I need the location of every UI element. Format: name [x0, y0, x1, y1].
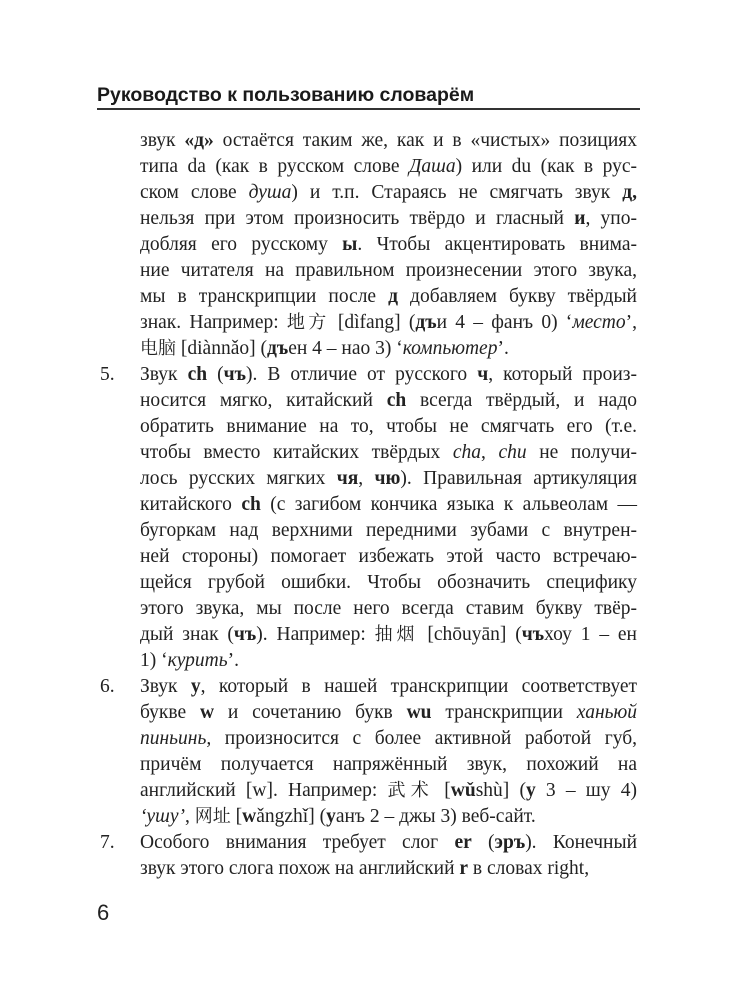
text-run: ней стороны) помогает избежать этой часто встречаю-: [140, 546, 637, 567]
bold-text: r: [459, 858, 469, 879]
text-run: анъ 2 – джы 3) веб-сайт.: [335, 806, 536, 827]
bold-text: чя: [336, 468, 359, 489]
text-run: типа da (как в русском слове: [140, 156, 409, 177]
bold-text: дъ: [415, 312, 437, 333]
text-line: [140, 364, 637, 390]
text-run: (: [207, 364, 224, 385]
bold-text: ch: [241, 494, 261, 515]
bold-text: ch: [386, 390, 407, 411]
text-run: , который в нашей транскрипции соответствует: [200, 676, 637, 697]
text-run: , упо-: [585, 208, 637, 229]
text-run: ). Правильная артикуляция: [400, 468, 638, 489]
bold-text: wǔ: [450, 780, 476, 801]
chinese-characters: 网址: [194, 806, 231, 827]
text-line: [140, 650, 637, 676]
text-run: произносится с более активной работой губ,: [211, 728, 637, 749]
text-line: [140, 676, 637, 702]
italic-text: ханьюй: [576, 702, 637, 723]
text-run: английский [w]. Например:: [140, 780, 388, 801]
list-item: [100, 364, 637, 676]
list-number: 7.: [100, 832, 115, 853]
text-line: [140, 416, 637, 442]
italic-text: пиньинь,: [140, 728, 212, 749]
text-run: знак. Например:: [140, 312, 287, 333]
bold-text: у: [525, 780, 536, 801]
text-run: бугоркам над верхними передними зубами с внутрен-: [140, 520, 637, 541]
text-line: [140, 546, 637, 572]
bold-text: чъ: [233, 624, 257, 645]
header-rule: [97, 108, 640, 110]
text-run: Особого внимания требует слог: [140, 832, 455, 853]
text-line: [140, 182, 637, 208]
italic-text: душа: [248, 182, 292, 203]
bold-text: wu: [406, 702, 432, 723]
text-run: букве: [140, 702, 200, 723]
text-run: [dìfang] (: [329, 312, 416, 333]
text-run: . Чтобы акцентировать внима-: [357, 234, 637, 255]
bold-text: дъ: [266, 338, 289, 359]
text-line: [140, 572, 637, 598]
text-run: Звук: [140, 364, 188, 385]
text-run: ǎngzhǐ] (: [256, 806, 327, 827]
text-run: ен 4 – нао 3) ‘: [288, 338, 403, 359]
italic-text: Даша: [408, 156, 456, 177]
text-run: китайского: [140, 494, 242, 515]
text-run: нельзя при этом произносить твёрдо и гласный: [140, 208, 575, 229]
list-number: 6.: [100, 676, 115, 697]
text-run: в словах right,: [468, 858, 590, 879]
text-line: [140, 130, 637, 156]
page-number: 6: [97, 900, 110, 925]
text-run: 1) ‘: [140, 650, 168, 671]
text-run: ,: [185, 806, 195, 827]
text-run: ) или du (как в рус-: [455, 156, 637, 177]
italic-text: cha: [452, 442, 482, 463]
text-run: ). Например:: [256, 624, 375, 645]
list-number: 5.: [100, 364, 115, 385]
bold-text: er: [454, 832, 472, 853]
chinese-characters: 武术: [387, 780, 435, 801]
bold-text: ы: [342, 234, 358, 255]
list-item: [100, 676, 637, 832]
bold-text: эръ: [494, 832, 526, 853]
text-line: [140, 728, 637, 754]
text-run: ). В отличие от русского: [245, 364, 478, 385]
text-line: [140, 442, 637, 468]
text-run: , который произ-: [488, 364, 637, 385]
bold-text: чю: [374, 468, 401, 489]
text-run: мы в транскрипции после: [140, 286, 389, 307]
text-run: чтобы вместо китайских твёрдых: [140, 442, 453, 463]
bold-text: у: [326, 806, 336, 827]
text-run: транскрипции: [431, 702, 577, 723]
bold-text: w: [242, 806, 257, 827]
text-run: и 4 – фанъ 0) ‘: [436, 312, 573, 333]
text-run: дый знак (: [140, 624, 234, 645]
bold-text: w: [199, 702, 215, 723]
text-line: [140, 806, 637, 832]
text-line: [140, 208, 637, 234]
chinese-characters: 地方: [286, 312, 330, 333]
list-item: [100, 832, 637, 884]
text-line: [140, 702, 637, 728]
text-run: хоу 1 – ен: [544, 624, 637, 645]
paragraph: [100, 130, 637, 364]
text-run: и сочетанию букв: [214, 702, 407, 723]
text-line: [140, 260, 637, 286]
text-run: добляя его русскому: [140, 234, 343, 255]
text-line: [140, 598, 637, 624]
text-run: [chōuyān] (: [418, 624, 522, 645]
text-run: ,: [481, 442, 499, 463]
text-run: не получи-: [526, 442, 638, 463]
text-line: [140, 312, 637, 338]
bold-text: «д»: [184, 130, 214, 151]
text-run: (с загибом кончика языка к альвеолам —: [260, 494, 637, 515]
text-run: этого звука, мы после него всегда ставим букву твёр-: [140, 598, 637, 619]
text-run: ’,: [625, 312, 638, 333]
text-run: лось русских мягких: [140, 468, 337, 489]
text-line: [140, 286, 637, 312]
text-run: ском слове: [140, 182, 249, 203]
bold-text: д: [388, 286, 398, 307]
italic-text: место: [572, 312, 626, 333]
italic-text: курить: [167, 650, 228, 671]
text-run: ’.: [227, 650, 239, 671]
text-line: [140, 390, 637, 416]
text-line: [140, 754, 637, 780]
bold-text: чъ: [223, 364, 246, 385]
text-run: ,: [358, 468, 375, 489]
text-run: звук: [140, 130, 185, 151]
text-run: [: [434, 780, 451, 801]
chinese-characters: 抽烟: [374, 624, 419, 645]
text-run: Звук: [140, 676, 191, 697]
text-run: остаётся таким же, как и в «чистых» позициях: [213, 130, 638, 151]
text-line: [140, 624, 637, 650]
text-run: обратить внимание на то, чтобы не смягчать его (т.е.: [140, 416, 637, 437]
text-line: [140, 520, 637, 546]
italic-text: ‘ушу’: [140, 806, 186, 827]
text-run: shù] (: [475, 780, 526, 801]
text-run: всегда твёрдый, и надо: [406, 390, 637, 411]
text-run: [: [230, 806, 243, 827]
italic-text: chu: [498, 442, 527, 463]
chinese-characters: 电脑: [140, 338, 176, 359]
bold-text: у: [190, 676, 201, 697]
text-line: [140, 234, 637, 260]
body-text: [100, 130, 637, 884]
text-line: [140, 494, 637, 520]
text-run: ). Конечный: [525, 832, 637, 853]
text-line: [140, 858, 637, 884]
text-run: причём получается напряжённый звук, похожий на: [140, 754, 637, 775]
text-run: 3 – шу 4): [535, 780, 637, 801]
text-run: ) и т.п. Стараясь не смягчать звук: [291, 182, 623, 203]
text-run: ’.: [497, 338, 509, 359]
text-line: [140, 338, 637, 364]
text-run: щейся грубой ошибки. Чтобы обозначить специфику: [140, 572, 637, 593]
text-line: [140, 156, 637, 182]
text-line: [140, 832, 637, 858]
bold-text: д,: [622, 182, 637, 203]
text-run: (: [471, 832, 495, 853]
text-run: носится мягко, китайский: [140, 390, 387, 411]
text-line: [140, 468, 637, 494]
bold-text: ch: [187, 364, 208, 385]
bold-text: ч: [477, 364, 489, 385]
text-run: [diànnǎo] (: [176, 338, 267, 359]
bold-text: и: [574, 208, 586, 229]
italic-text: компьютер: [402, 338, 498, 359]
bold-text: чъ: [521, 624, 545, 645]
text-line: [140, 780, 637, 806]
text-run: добавляем букву твёрдый: [398, 286, 637, 307]
text-run: ние читателя на правильном произнесении этого звука,: [140, 260, 637, 281]
running-header: Руководство к пользованию словарём: [97, 84, 475, 106]
text-run: звук этого слога похож на английский: [140, 858, 460, 879]
